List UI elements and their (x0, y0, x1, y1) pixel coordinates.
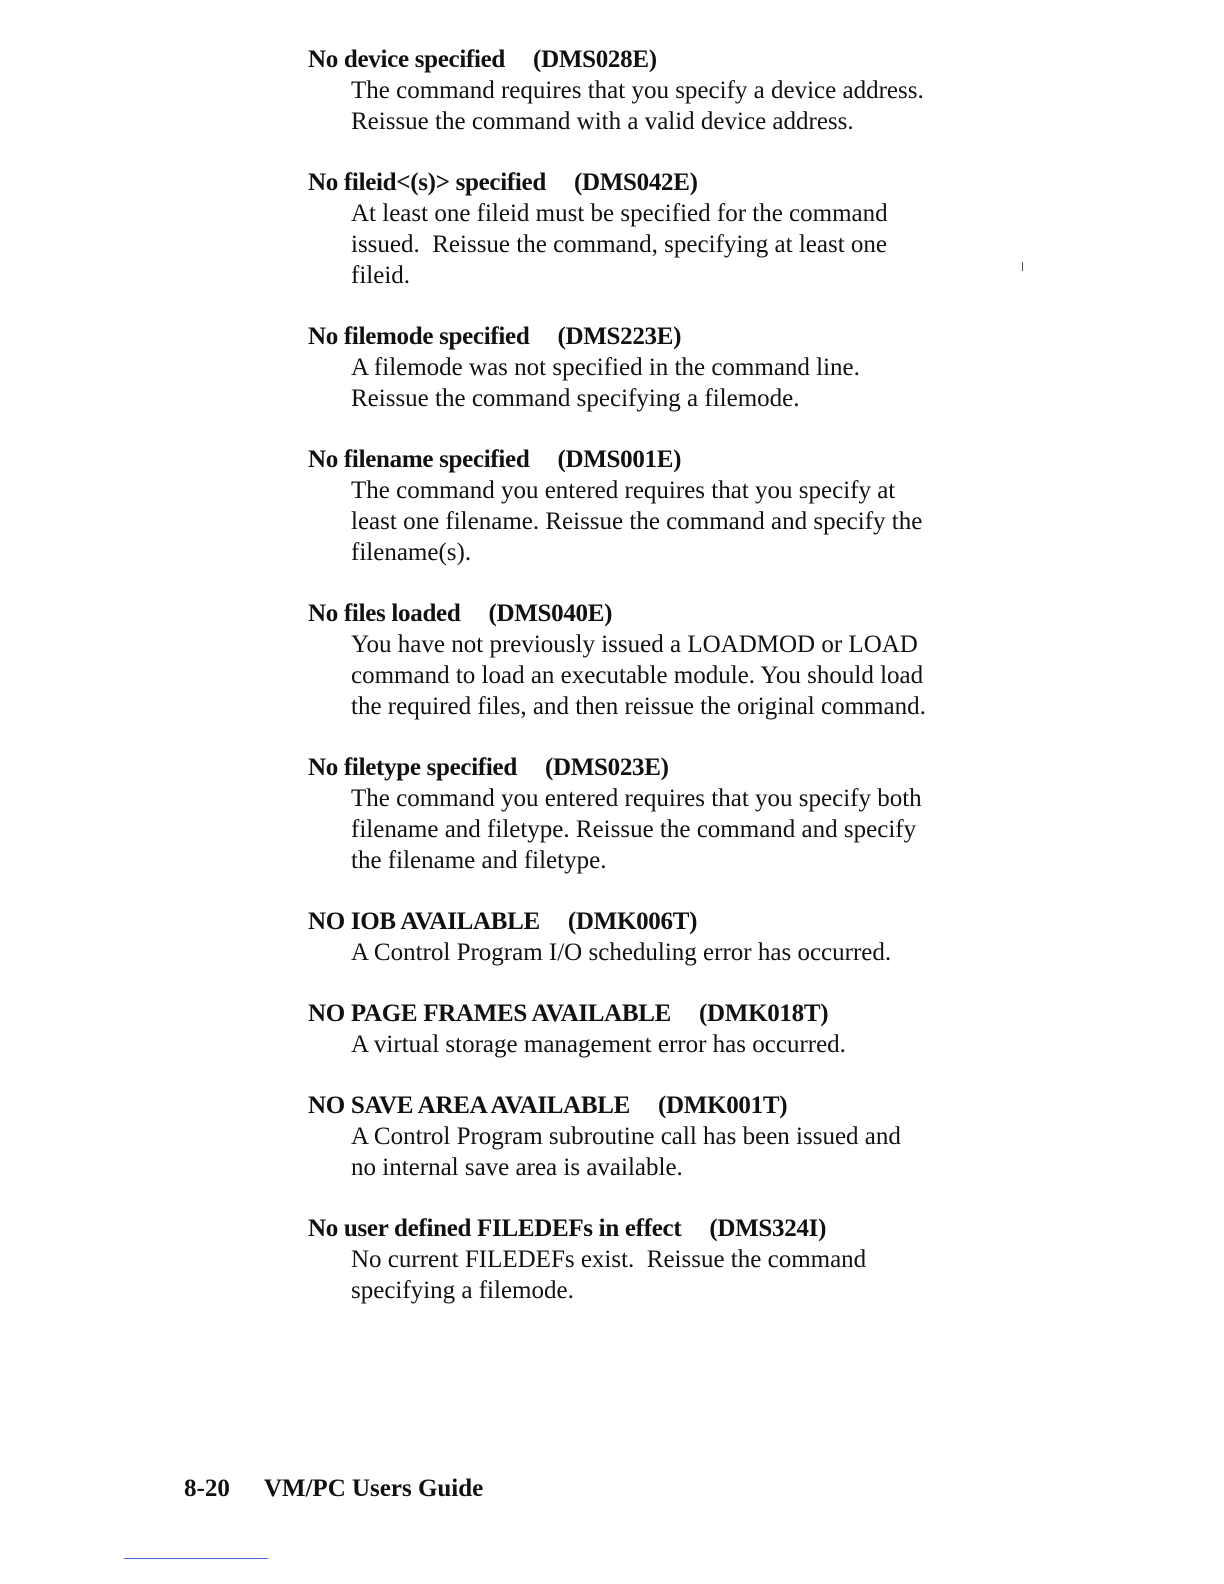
description-line: the required files, and then reissue the original command. (351, 693, 926, 720)
message-description (351, 75, 1008, 137)
description-line: issued. Reissue the command, specifying at least one (351, 231, 887, 258)
message-code: (DMS223E) (557, 323, 682, 350)
message-code: (DMS042E) (573, 169, 698, 196)
message-heading (308, 44, 1008, 75)
description-line: At least one fileid must be specified for the command (351, 200, 888, 227)
description-line: specifying a filemode. (351, 1277, 574, 1304)
description-line: the filename and filetype. (351, 847, 607, 874)
message-title: No filetype specified (308, 754, 517, 781)
message-title: No user defined FILEDEFs in effect (308, 1215, 682, 1242)
description-line: No current FILEDEFs exist. Reissue the command (351, 1246, 867, 1273)
description-line: Reissue the command with a valid device address. (351, 108, 854, 135)
message-entry (308, 1213, 1008, 1306)
message-heading (308, 167, 1008, 198)
message-code: (DMS023E) (544, 754, 669, 781)
page-footer (184, 1473, 483, 1504)
message-entry (308, 906, 1008, 968)
message-code: (DMK001T) (658, 1092, 788, 1119)
message-title: No filemode specified (308, 323, 530, 350)
message-heading (308, 752, 1008, 783)
scan-artifact-mark (1022, 262, 1023, 271)
message-description (351, 783, 1008, 876)
description-line: A Control Program subroutine call has been issued and (351, 1123, 901, 1150)
description-line: The command you entered requires that you specify at (351, 477, 896, 504)
message-code: (DMS001E) (557, 446, 682, 473)
message-heading (308, 906, 1008, 937)
description-line: A filemode was not specified in the command line. (351, 354, 860, 381)
message-heading (308, 444, 1008, 475)
message-list (308, 44, 1008, 1336)
description-line: A virtual storage management error has occurred. (351, 1031, 846, 1058)
message-entry (308, 752, 1008, 876)
description-line: You have not previously issued a LOADMOD or LOAD (351, 631, 918, 658)
footer-rule (124, 1558, 268, 1559)
message-title: No files loaded (308, 600, 461, 627)
book-title: VM/PC Users Guide (263, 1475, 484, 1502)
message-heading (308, 1090, 1008, 1121)
message-entry (308, 1090, 1008, 1183)
message-title: NO PAGE FRAMES AVAILABLE (308, 1000, 672, 1027)
message-heading (308, 321, 1008, 352)
message-description (351, 1029, 1008, 1060)
message-description (351, 352, 1008, 414)
message-entry (308, 321, 1008, 414)
message-code: (DMS028E) (533, 46, 657, 73)
description-line: A Control Program I/O scheduling error has occurred. (351, 939, 892, 966)
message-heading (308, 598, 1008, 629)
message-heading (308, 1213, 1008, 1244)
message-code: (DMK018T) (699, 1000, 829, 1027)
message-entry (308, 44, 1008, 137)
message-description (351, 937, 1008, 968)
message-entry (308, 444, 1008, 568)
message-title: No fileid<(s)> specified (308, 169, 546, 196)
message-description (351, 475, 1008, 568)
message-title: No filename specified (308, 446, 530, 473)
message-description (351, 1244, 1008, 1306)
description-line: The command requires that you specify a device address. (351, 77, 924, 104)
message-title: NO IOB AVAILABLE (308, 908, 540, 935)
message-entry (308, 598, 1008, 722)
message-title: NO SAVE AREA AVAILABLE (308, 1092, 631, 1119)
description-line: Reissue the command specifying a filemode. (351, 385, 800, 412)
description-line: The command you entered requires that you specify both (351, 785, 922, 812)
message-entry (308, 998, 1008, 1060)
message-entry (308, 167, 1008, 291)
description-line: filename(s). (351, 539, 472, 566)
description-line: fileid. (351, 262, 411, 289)
message-heading (308, 998, 1008, 1029)
description-line: no internal save area is available. (351, 1154, 683, 1181)
message-description (351, 1121, 1008, 1183)
description-line: least one filename. Reissue the command and specify the (351, 508, 923, 535)
message-title: No device specified (308, 46, 506, 73)
description-line: filename and filetype. Reissue the command and specify (351, 816, 917, 843)
message-code: (DMK006T) (567, 908, 698, 935)
message-description (351, 198, 1008, 291)
message-code: (DMS040E) (488, 600, 613, 627)
page-number: 8-20 (184, 1475, 230, 1502)
message-description (351, 629, 1008, 722)
message-code: (DMS324I) (709, 1215, 827, 1242)
description-line: command to load an executable module. You should load (351, 662, 924, 689)
